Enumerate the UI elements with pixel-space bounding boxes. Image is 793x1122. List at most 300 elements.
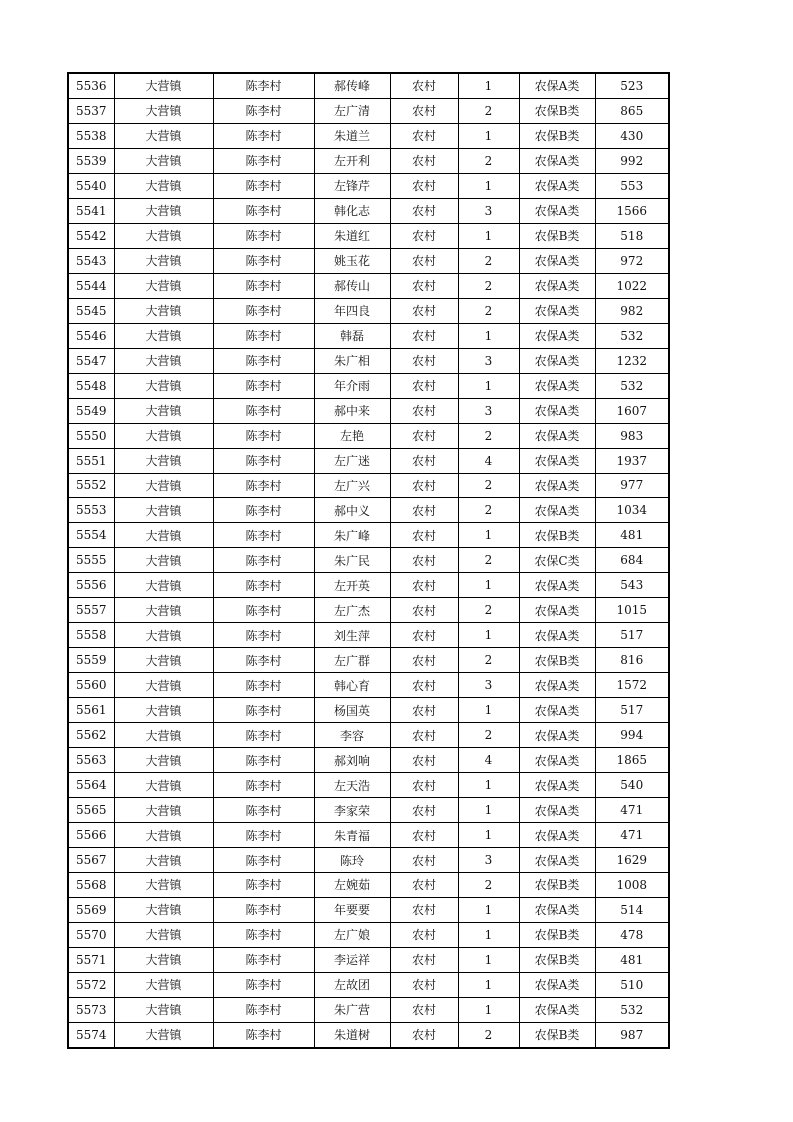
cell-name: 刘生萍	[314, 623, 390, 648]
cell-household-type: 农村	[390, 773, 458, 798]
cell-insurance-category: 农保A类	[519, 972, 595, 997]
cell-town: 大营镇	[114, 623, 213, 648]
cell-amount: 1629	[595, 848, 669, 873]
cell-member-count: 1	[458, 523, 519, 548]
table-row	[68, 523, 669, 548]
cell-town: 大营镇	[114, 423, 213, 448]
cell-village: 陈李村	[213, 573, 314, 598]
table-row	[68, 323, 669, 348]
table-row	[68, 273, 669, 298]
cell-town: 大营镇	[114, 748, 213, 773]
cell-village: 陈李村	[213, 623, 314, 648]
cell-amount: 540	[595, 773, 669, 798]
cell-member-count: 1	[458, 972, 519, 997]
cell-village: 陈李村	[213, 173, 314, 198]
cell-amount: 1008	[595, 873, 669, 898]
cell-amount: 517	[595, 698, 669, 723]
table-row	[68, 573, 669, 598]
cell-town: 大营镇	[114, 98, 213, 123]
cell-household-type: 农村	[390, 448, 458, 473]
cell-row-number: 5541	[68, 198, 114, 223]
cell-village: 陈李村	[213, 273, 314, 298]
cell-amount: 1607	[595, 398, 669, 423]
cell-household-type: 农村	[390, 423, 458, 448]
cell-town: 大营镇	[114, 947, 213, 972]
cell-village: 陈李村	[213, 673, 314, 698]
cell-member-count: 2	[458, 273, 519, 298]
table-row	[68, 623, 669, 648]
cell-village: 陈李村	[213, 473, 314, 498]
cell-member-count: 3	[458, 673, 519, 698]
cell-name: 朱广峰	[314, 523, 390, 548]
cell-amount: 1566	[595, 198, 669, 223]
cell-member-count: 2	[458, 598, 519, 623]
cell-member-count: 1	[458, 897, 519, 922]
cell-insurance-category: 农保B类	[519, 123, 595, 148]
cell-village: 陈李村	[213, 448, 314, 473]
cell-member-count: 1	[458, 947, 519, 972]
cell-member-count: 1	[458, 573, 519, 598]
cell-row-number: 5560	[68, 673, 114, 698]
cell-member-count: 2	[458, 498, 519, 523]
cell-member-count: 2	[458, 98, 519, 123]
cell-household-type: 农村	[390, 298, 458, 323]
cell-village: 陈李村	[213, 73, 314, 98]
cell-name: 郝刘响	[314, 748, 390, 773]
cell-town: 大营镇	[114, 248, 213, 273]
beneficiary-table	[67, 72, 670, 1049]
cell-insurance-category: 农保B类	[519, 873, 595, 898]
cell-village: 陈李村	[213, 723, 314, 748]
cell-town: 大营镇	[114, 198, 213, 223]
cell-name: 年介雨	[314, 373, 390, 398]
cell-insurance-category: 农保A类	[519, 848, 595, 873]
table-row	[68, 148, 669, 173]
cell-amount: 865	[595, 98, 669, 123]
table-row	[68, 922, 669, 947]
cell-row-number: 5550	[68, 423, 114, 448]
cell-row-number: 5567	[68, 848, 114, 873]
cell-village: 陈李村	[213, 248, 314, 273]
cell-amount: 994	[595, 723, 669, 748]
cell-household-type: 农村	[390, 348, 458, 373]
cell-town: 大营镇	[114, 148, 213, 173]
cell-name: 左广娘	[314, 922, 390, 947]
cell-row-number: 5561	[68, 698, 114, 723]
table-row	[68, 848, 669, 873]
cell-amount: 532	[595, 997, 669, 1022]
cell-amount: 1022	[595, 273, 669, 298]
cell-town: 大营镇	[114, 873, 213, 898]
cell-row-number: 5538	[68, 123, 114, 148]
cell-amount: 972	[595, 248, 669, 273]
cell-insurance-category: 农保B类	[519, 98, 595, 123]
cell-household-type: 农村	[390, 673, 458, 698]
cell-town: 大营镇	[114, 972, 213, 997]
table-row	[68, 773, 669, 798]
cell-insurance-category: 农保A类	[519, 398, 595, 423]
table-row	[68, 423, 669, 448]
cell-row-number: 5549	[68, 398, 114, 423]
cell-household-type: 农村	[390, 848, 458, 873]
table-row	[68, 823, 669, 848]
cell-insurance-category: 农保B类	[519, 648, 595, 673]
cell-member-count: 2	[458, 248, 519, 273]
cell-member-count: 1	[458, 773, 519, 798]
cell-name: 韩磊	[314, 323, 390, 348]
cell-name: 李运祥	[314, 947, 390, 972]
table-row	[68, 897, 669, 922]
cell-name: 左婉茹	[314, 873, 390, 898]
cell-household-type: 农村	[390, 823, 458, 848]
cell-village: 陈李村	[213, 423, 314, 448]
cell-insurance-category: 农保A类	[519, 373, 595, 398]
table-row	[68, 398, 669, 423]
cell-row-number: 5540	[68, 173, 114, 198]
cell-amount: 1015	[595, 598, 669, 623]
cell-member-count: 1	[458, 373, 519, 398]
cell-insurance-category: 农保A类	[519, 748, 595, 773]
cell-name: 左广清	[314, 98, 390, 123]
cell-town: 大营镇	[114, 897, 213, 922]
cell-household-type: 农村	[390, 148, 458, 173]
cell-insurance-category: 农保A类	[519, 798, 595, 823]
cell-insurance-category: 农保A类	[519, 698, 595, 723]
cell-name: 郝传峰	[314, 73, 390, 98]
cell-row-number: 5574	[68, 1022, 114, 1047]
cell-row-number: 5559	[68, 648, 114, 673]
table-row	[68, 648, 669, 673]
cell-member-count: 2	[458, 548, 519, 573]
cell-town: 大营镇	[114, 648, 213, 673]
cell-village: 陈李村	[213, 298, 314, 323]
cell-town: 大营镇	[114, 723, 213, 748]
cell-household-type: 农村	[390, 648, 458, 673]
cell-name: 朱道红	[314, 223, 390, 248]
cell-row-number: 5566	[68, 823, 114, 848]
cell-insurance-category: 农保A类	[519, 623, 595, 648]
cell-row-number: 5572	[68, 972, 114, 997]
cell-village: 陈李村	[213, 698, 314, 723]
cell-insurance-category: 农保A类	[519, 997, 595, 1022]
cell-member-count: 1	[458, 73, 519, 98]
cell-village: 陈李村	[213, 848, 314, 873]
cell-member-count: 2	[458, 648, 519, 673]
cell-insurance-category: 农保A类	[519, 148, 595, 173]
cell-amount: 1034	[595, 498, 669, 523]
table-row	[68, 123, 669, 148]
cell-insurance-category: 农保A类	[519, 248, 595, 273]
cell-insurance-category: 农保A类	[519, 897, 595, 922]
cell-amount: 553	[595, 173, 669, 198]
cell-name: 韩心育	[314, 673, 390, 698]
table-row	[68, 298, 669, 323]
cell-town: 大营镇	[114, 473, 213, 498]
cell-row-number: 5548	[68, 373, 114, 398]
cell-name: 朱道兰	[314, 123, 390, 148]
cell-name: 李家荣	[314, 798, 390, 823]
cell-insurance-category: 农保A类	[519, 173, 595, 198]
cell-town: 大营镇	[114, 773, 213, 798]
cell-row-number: 5556	[68, 573, 114, 598]
cell-household-type: 农村	[390, 523, 458, 548]
cell-member-count: 1	[458, 997, 519, 1022]
cell-household-type: 农村	[390, 473, 458, 498]
cell-village: 陈李村	[213, 997, 314, 1022]
cell-member-count: 2	[458, 473, 519, 498]
cell-town: 大营镇	[114, 823, 213, 848]
cell-household-type: 农村	[390, 98, 458, 123]
cell-household-type: 农村	[390, 698, 458, 723]
cell-name: 左广群	[314, 648, 390, 673]
cell-village: 陈李村	[213, 798, 314, 823]
cell-village: 陈李村	[213, 748, 314, 773]
cell-village: 陈李村	[213, 873, 314, 898]
cell-row-number: 5552	[68, 473, 114, 498]
cell-row-number: 5546	[68, 323, 114, 348]
cell-member-count: 1	[458, 922, 519, 947]
cell-town: 大营镇	[114, 298, 213, 323]
cell-member-count: 2	[458, 148, 519, 173]
cell-amount: 430	[595, 123, 669, 148]
cell-household-type: 农村	[390, 573, 458, 598]
cell-name: 姚玉花	[314, 248, 390, 273]
cell-name: 左开英	[314, 573, 390, 598]
cell-village: 陈李村	[213, 198, 314, 223]
cell-insurance-category: 农保A类	[519, 573, 595, 598]
table-row	[68, 698, 669, 723]
cell-town: 大营镇	[114, 223, 213, 248]
cell-name: 年要要	[314, 897, 390, 922]
cell-row-number: 5557	[68, 598, 114, 623]
cell-amount: 1572	[595, 673, 669, 698]
cell-household-type: 农村	[390, 598, 458, 623]
cell-insurance-category: 农保B类	[519, 223, 595, 248]
cell-name: 朱道树	[314, 1022, 390, 1047]
cell-village: 陈李村	[213, 897, 314, 922]
cell-member-count: 2	[458, 298, 519, 323]
cell-village: 陈李村	[213, 548, 314, 573]
cell-row-number: 5565	[68, 798, 114, 823]
cell-village: 陈李村	[213, 1022, 314, 1047]
cell-town: 大营镇	[114, 848, 213, 873]
cell-row-number: 5539	[68, 148, 114, 173]
cell-amount: 983	[595, 423, 669, 448]
cell-insurance-category: 农保B类	[519, 922, 595, 947]
cell-amount: 543	[595, 573, 669, 598]
cell-insurance-category: 农保A类	[519, 673, 595, 698]
cell-name: 郝传山	[314, 273, 390, 298]
cell-village: 陈李村	[213, 223, 314, 248]
cell-member-count: 1	[458, 698, 519, 723]
table-row	[68, 947, 669, 972]
cell-row-number: 5564	[68, 773, 114, 798]
cell-town: 大营镇	[114, 398, 213, 423]
cell-village: 陈李村	[213, 348, 314, 373]
cell-amount: 514	[595, 897, 669, 922]
cell-town: 大营镇	[114, 173, 213, 198]
cell-row-number: 5545	[68, 298, 114, 323]
cell-name: 左广杰	[314, 598, 390, 623]
table-row	[68, 248, 669, 273]
cell-town: 大营镇	[114, 123, 213, 148]
cell-amount: 1937	[595, 448, 669, 473]
cell-town: 大营镇	[114, 348, 213, 373]
cell-town: 大营镇	[114, 73, 213, 98]
cell-amount: 471	[595, 823, 669, 848]
cell-name: 朱青福	[314, 823, 390, 848]
cell-amount: 517	[595, 623, 669, 648]
cell-insurance-category: 农保B类	[519, 947, 595, 972]
cell-insurance-category: 农保C类	[519, 548, 595, 573]
cell-amount: 992	[595, 148, 669, 173]
cell-name: 左广兴	[314, 473, 390, 498]
table-row	[68, 798, 669, 823]
cell-name: 郝中义	[314, 498, 390, 523]
cell-insurance-category: 农保B类	[519, 1022, 595, 1047]
cell-row-number: 5547	[68, 348, 114, 373]
cell-member-count: 1	[458, 173, 519, 198]
cell-member-count: 1	[458, 123, 519, 148]
cell-town: 大营镇	[114, 698, 213, 723]
cell-amount: 1865	[595, 748, 669, 773]
cell-insurance-category: 农保A类	[519, 773, 595, 798]
table-row	[68, 473, 669, 498]
cell-row-number: 5570	[68, 922, 114, 947]
cell-household-type: 农村	[390, 723, 458, 748]
cell-household-type: 农村	[390, 873, 458, 898]
cell-amount: 1232	[595, 348, 669, 373]
cell-row-number: 5554	[68, 523, 114, 548]
cell-insurance-category: 农保A类	[519, 73, 595, 98]
cell-town: 大营镇	[114, 573, 213, 598]
cell-village: 陈李村	[213, 648, 314, 673]
cell-row-number: 5551	[68, 448, 114, 473]
cell-amount: 523	[595, 73, 669, 98]
cell-village: 陈李村	[213, 373, 314, 398]
cell-insurance-category: 农保A类	[519, 348, 595, 373]
cell-name: 李容	[314, 723, 390, 748]
cell-member-count: 3	[458, 198, 519, 223]
cell-row-number: 5571	[68, 947, 114, 972]
cell-name: 左广迷	[314, 448, 390, 473]
cell-household-type: 农村	[390, 548, 458, 573]
cell-amount: 532	[595, 323, 669, 348]
cell-town: 大营镇	[114, 498, 213, 523]
cell-town: 大营镇	[114, 922, 213, 947]
cell-amount: 532	[595, 373, 669, 398]
cell-member-count: 3	[458, 398, 519, 423]
cell-amount: 481	[595, 947, 669, 972]
cell-row-number: 5544	[68, 273, 114, 298]
cell-household-type: 农村	[390, 897, 458, 922]
cell-town: 大营镇	[114, 997, 213, 1022]
table-row	[68, 448, 669, 473]
cell-insurance-category: 农保A类	[519, 298, 595, 323]
table-row	[68, 997, 669, 1022]
cell-insurance-category: 农保A类	[519, 498, 595, 523]
cell-member-count: 2	[458, 723, 519, 748]
cell-village: 陈李村	[213, 148, 314, 173]
cell-name: 左故团	[314, 972, 390, 997]
table-row	[68, 173, 669, 198]
cell-town: 大营镇	[114, 1022, 213, 1047]
table-row	[68, 673, 669, 698]
table-row	[68, 1022, 669, 1047]
cell-village: 陈李村	[213, 773, 314, 798]
cell-insurance-category: 农保A类	[519, 423, 595, 448]
cell-village: 陈李村	[213, 823, 314, 848]
table-row	[68, 972, 669, 997]
cell-member-count: 4	[458, 448, 519, 473]
cell-household-type: 农村	[390, 373, 458, 398]
cell-insurance-category: 农保A类	[519, 598, 595, 623]
cell-row-number: 5536	[68, 73, 114, 98]
table-row	[68, 548, 669, 573]
cell-amount: 481	[595, 523, 669, 548]
table-row	[68, 223, 669, 248]
cell-insurance-category: 农保A类	[519, 323, 595, 348]
table-row	[68, 498, 669, 523]
cell-row-number: 5563	[68, 748, 114, 773]
cell-household-type: 农村	[390, 248, 458, 273]
cell-member-count: 3	[458, 348, 519, 373]
cell-row-number: 5542	[68, 223, 114, 248]
cell-member-count: 1	[458, 798, 519, 823]
cell-member-count: 2	[458, 423, 519, 448]
table-row	[68, 723, 669, 748]
cell-village: 陈李村	[213, 98, 314, 123]
cell-village: 陈李村	[213, 523, 314, 548]
cell-name: 韩化志	[314, 198, 390, 223]
cell-row-number: 5569	[68, 897, 114, 922]
table-row	[68, 598, 669, 623]
cell-name: 郝中来	[314, 398, 390, 423]
cell-row-number: 5558	[68, 623, 114, 648]
cell-member-count: 3	[458, 848, 519, 873]
table-row	[68, 373, 669, 398]
cell-amount: 684	[595, 548, 669, 573]
table-row	[68, 348, 669, 373]
cell-member-count: 1	[458, 223, 519, 248]
cell-member-count: 2	[458, 1022, 519, 1047]
cell-town: 大营镇	[114, 798, 213, 823]
cell-village: 陈李村	[213, 947, 314, 972]
cell-amount: 518	[595, 223, 669, 248]
cell-village: 陈李村	[213, 922, 314, 947]
table-row	[68, 748, 669, 773]
cell-amount: 816	[595, 648, 669, 673]
cell-household-type: 农村	[390, 273, 458, 298]
cell-name: 左开利	[314, 148, 390, 173]
cell-name: 杨国英	[314, 698, 390, 723]
cell-insurance-category: 农保A类	[519, 723, 595, 748]
cell-row-number: 5553	[68, 498, 114, 523]
table-body	[68, 73, 669, 1048]
cell-household-type: 农村	[390, 748, 458, 773]
cell-household-type: 农村	[390, 223, 458, 248]
cell-household-type: 农村	[390, 972, 458, 997]
cell-amount: 982	[595, 298, 669, 323]
cell-household-type: 农村	[390, 123, 458, 148]
cell-village: 陈李村	[213, 498, 314, 523]
cell-village: 陈李村	[213, 972, 314, 997]
cell-household-type: 农村	[390, 947, 458, 972]
cell-amount: 977	[595, 473, 669, 498]
cell-household-type: 农村	[390, 498, 458, 523]
cell-household-type: 农村	[390, 623, 458, 648]
table-row	[68, 98, 669, 123]
